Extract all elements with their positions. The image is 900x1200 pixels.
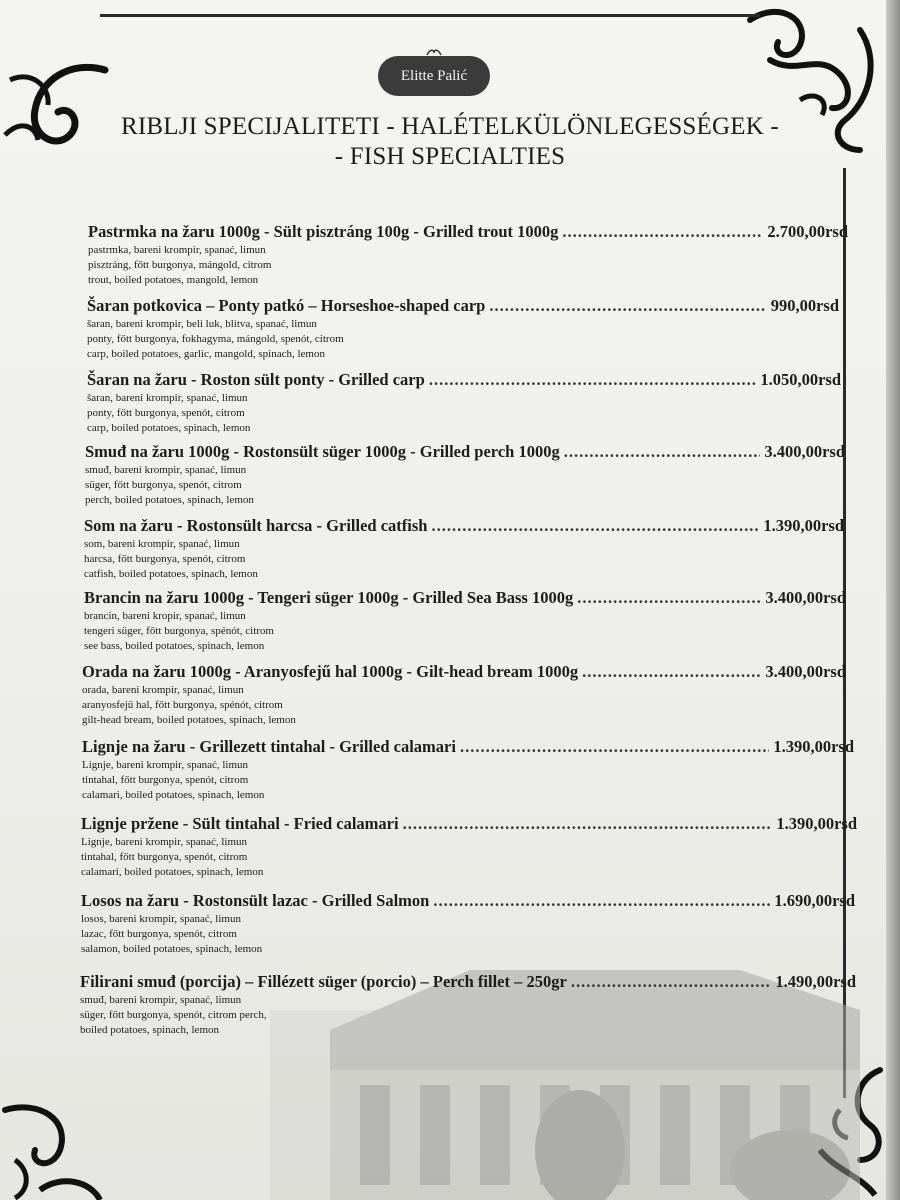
item-name: Šaran potkovica – Ponty patkó – Horseshoe-shaped carp — [87, 296, 486, 315]
item-desc-line: boiled potatoes, spinach, lemon — [80, 1024, 219, 1036]
item-price: 2.700,00rsd — [767, 222, 848, 241]
item-price: 3.400,00rsd — [765, 588, 846, 607]
item-name: Lignje na žaru - Grillezett tintahal - Grilled calamari — [82, 737, 456, 756]
item-desc-line: ponty, főtt burgonya, fokhagyma, mángold, spenót, citrom — [87, 333, 344, 345]
item-desc-line: Lignje, bareni krompir, spanać, limun — [81, 836, 248, 848]
item-desc-line: harcsa, főtt burgonya, spenót, citrom — [84, 553, 246, 565]
item-name: Som na žaru - Rostonsült harcsa - Grilled catfish — [84, 516, 428, 535]
item-desc-line: pisztráng, főtt burgonya, mángold, citrom — [88, 259, 272, 271]
menu-item — [82, 662, 846, 728]
top-border-rule — [100, 14, 760, 17]
bottom-left-ornament-icon — [0, 1090, 120, 1200]
item-price: 1.390,00rsd — [763, 516, 844, 535]
item-desc-line: carp, boiled potatoes, garlic, mangold, spinach, lemon — [87, 348, 325, 360]
menu-item — [80, 972, 856, 1038]
item-desc-line: perch, boiled potatoes, spinach, lemon — [85, 494, 254, 506]
item-desc-line: Lignje, bareni krompir, spanać, limun — [82, 759, 249, 771]
item-price: 1.690,00rsd — [774, 891, 855, 910]
title-line-1: RIBLJI SPECIJALITETI - HALÉTELKÜLÖNLEGESSÉGEK - — [121, 113, 779, 140]
leader-dots — [582, 662, 761, 682]
leader-dots — [564, 442, 761, 462]
item-name: Brancin na žaru 1000g - Tengeri süger 1000g - Grilled Sea Bass 1000g — [84, 588, 574, 607]
item-name: Losos na žaru - Rostonsült lazac - Grilled Salmon — [81, 891, 430, 910]
item-desc-line: see bass, boiled potatoes, spinach, lemon — [84, 640, 265, 652]
menu-item — [81, 814, 857, 880]
item-name: Orada na žaru 1000g - Aranyosfejű hal 1000g - Gilt-head bream 1000g — [82, 662, 579, 681]
item-price: 990,00rsd — [770, 296, 839, 315]
item-desc-line: orada, bareni krompir, spanać, limun — [82, 684, 244, 696]
item-desc-line: aranyosfejű hal, főtt burgonya, spénót, citrom — [82, 699, 283, 711]
menu-item — [82, 737, 854, 803]
menu-item — [88, 222, 848, 288]
item-desc-line: gilt-head bream, boiled potatoes, spinach, lemon — [82, 714, 296, 726]
menu-item — [84, 516, 844, 582]
item-desc-line: pastrmka, bareni krompir, spanać, limun — [88, 244, 266, 256]
item-name: Lignje pržene - Sült tintahal - Fried calamari — [81, 814, 399, 833]
item-desc-line: catfish, boiled potatoes, spinach, lemon — [84, 568, 258, 580]
leader-dots — [577, 588, 761, 608]
item-desc-line: süger, főtt burgonya, spenót, citrom perch, — [80, 1009, 267, 1021]
leader-dots — [562, 222, 763, 242]
item-desc-line: trout, boiled potatoes, mangold, lemon — [88, 274, 259, 286]
item-desc-line: ponty, főtt burgonya, spenót, citrom — [87, 407, 245, 419]
page-title — [60, 112, 840, 172]
leader-dots — [429, 370, 757, 390]
item-price: 3.400,00rsd — [764, 442, 845, 461]
item-name: Smuđ na žaru 1000g - Rostonsült süger 1000g - Grilled perch 1000g — [85, 442, 560, 461]
item-desc-line: smuđ, bareni krompir, spanać, limun — [85, 464, 247, 476]
item-desc-line: som, bareni krompir, spanać, limun — [84, 538, 240, 550]
item-price: 3.400,00rsd — [765, 662, 846, 681]
item-desc-line: calamari, boiled potatoes, spinach, lemon — [82, 789, 265, 801]
item-price: 1.050,00rsd — [760, 370, 841, 389]
item-desc-line: süger, főtt burgonya, spenót, citrom — [85, 479, 242, 491]
item-desc-line: losos, bareni krompir, spanać, limun — [81, 913, 241, 925]
menu-item — [87, 370, 841, 436]
leader-dots — [433, 891, 770, 911]
item-desc-line: salamon, boiled potatoes, spinach, lemon — [81, 943, 263, 955]
item-price: 1.390,00rsd — [776, 814, 857, 833]
item-price: 1.490,00rsd — [775, 972, 856, 991]
item-desc-line: šaran, bareni krompir, spanać, limun — [87, 392, 248, 404]
item-desc-line: brancin, bareni kropir, spanać, limun — [84, 610, 246, 622]
item-desc-line: tintahal, főtt burgonya, spenót, citrom — [82, 774, 249, 786]
menu-item — [85, 442, 845, 508]
logo-text: Elitte Palić — [400, 67, 468, 84]
item-desc-line: šaran, bareni krompir, beli luk, blitva, spanać, limun — [87, 318, 317, 330]
item-price: 1.390,00rsd — [773, 737, 854, 756]
item-name: Šaran na žaru - Roston sült ponty - Grilled carp — [87, 370, 425, 389]
item-desc-line: tengeri süger, főtt burgonya, spénót, citrom — [84, 625, 274, 637]
leader-dots — [431, 516, 759, 536]
item-name: Pastrmka na žaru 1000g - Sült pisztráng 100g - Grilled trout 1000g — [88, 222, 559, 241]
menu-item — [84, 588, 846, 654]
menu-item — [81, 891, 855, 957]
item-desc-line: calamari, boiled potatoes, spinach, lemon — [81, 866, 264, 878]
logo-flourish-icon — [426, 44, 442, 54]
leader-dots — [489, 296, 766, 316]
leader-dots — [403, 814, 773, 834]
restaurant-logo — [378, 56, 490, 96]
item-name: Filirani smuđ (porcija) – Fillézett süger (porcio) – Perch fillet – 250gr — [80, 972, 567, 991]
item-desc-line: smuđ, bareni krompir, spanać, limun — [80, 994, 242, 1006]
leader-dots — [460, 737, 769, 757]
item-desc-line: tintahal, főtt burgonya, spenót, citrom — [81, 851, 248, 863]
menu-item — [87, 296, 839, 362]
title-line-2: - FISH SPECIALTIES — [334, 143, 566, 170]
leader-dots — [571, 972, 772, 992]
item-desc-line: lazac, főtt burgonya, spenót, citrom — [81, 928, 237, 940]
item-desc-line: carp, boiled potatoes, spinach, lemon — [87, 422, 251, 434]
page-edge — [886, 0, 900, 1200]
